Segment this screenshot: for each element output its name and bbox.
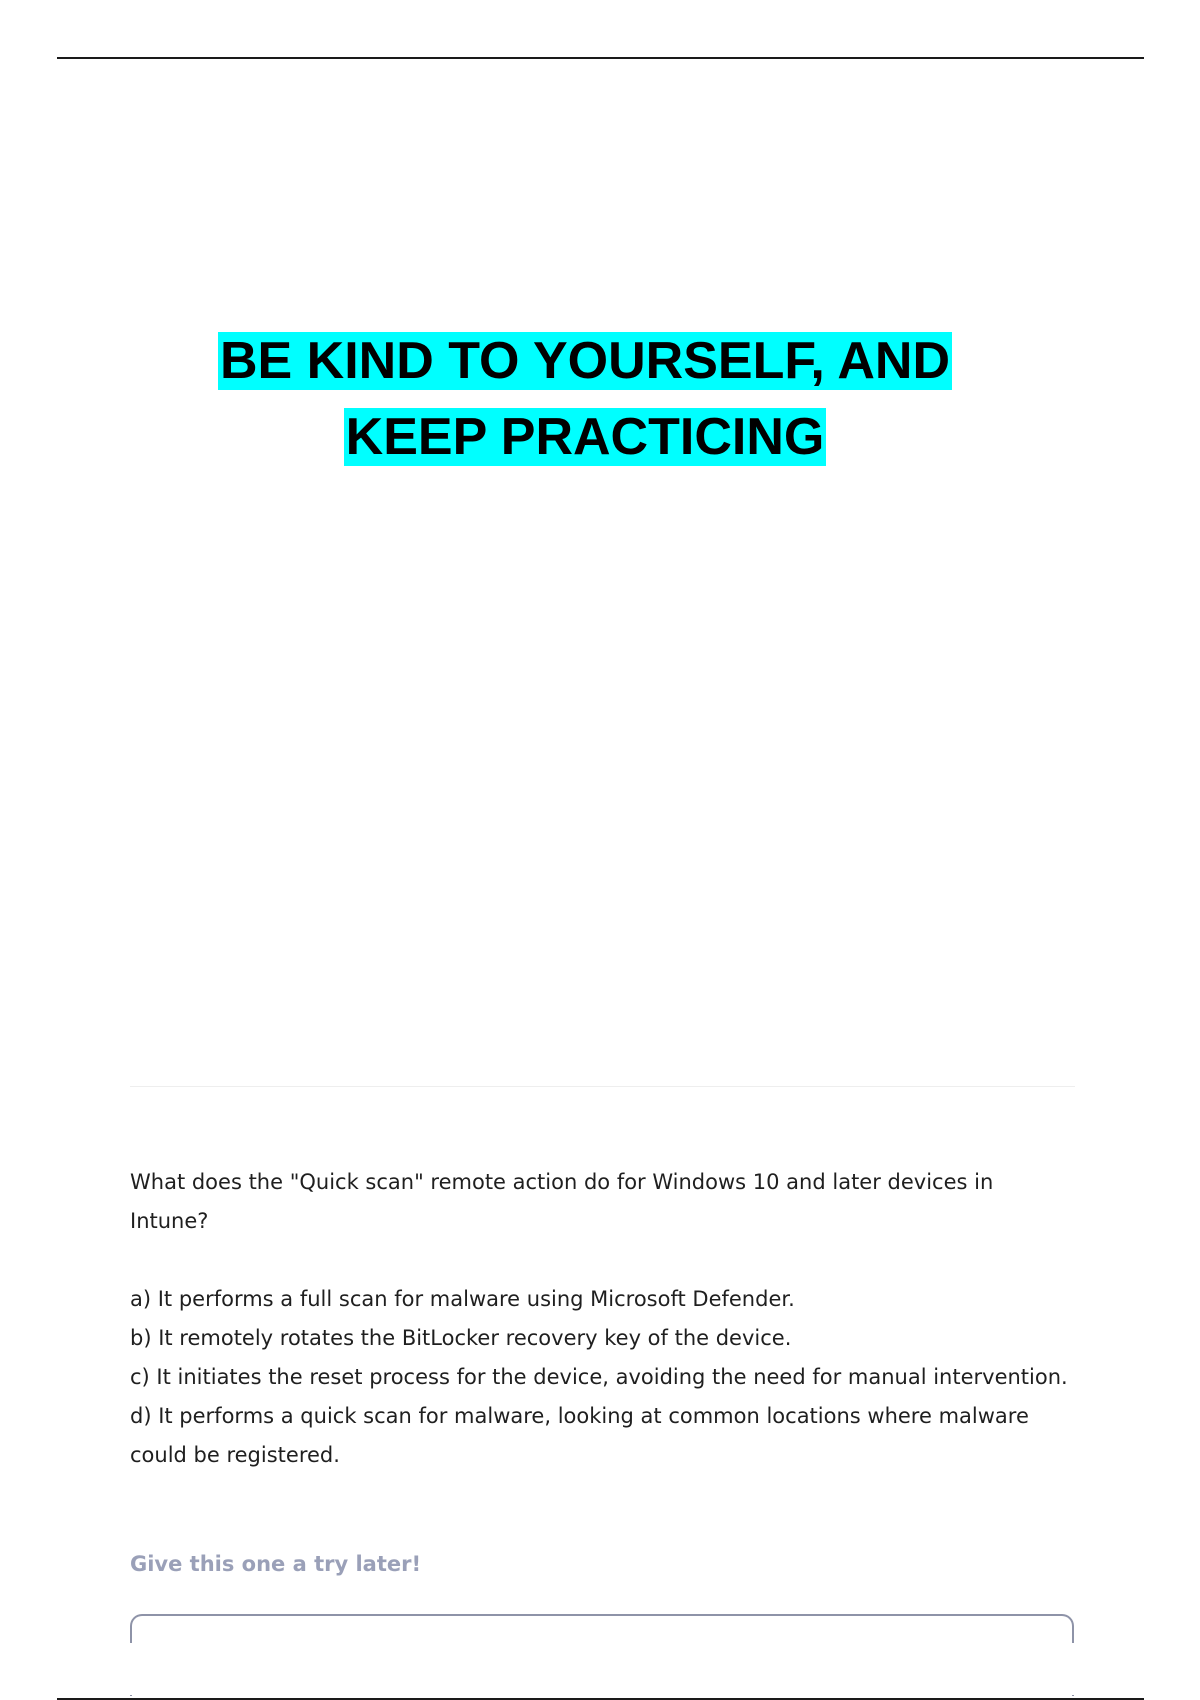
option-d: d) It performs a quick scan for malware, looking at common locations where malware could be registered. [130,1404,1029,1467]
banner-line-1: BE KIND TO YOURSELF, AND [219,332,950,390]
try-later-hint: Give this one a try later! [130,1552,422,1576]
option-a: a) It performs a full scan for malware using Microsoft Defender. [130,1287,795,1311]
header-rule [57,57,1144,59]
question-text: What does the "Quick scan" remote action do for Windows 10 and later devices in Intune? [130,1170,994,1233]
question-card [130,1163,1075,1475]
motivational-banner [0,323,1170,475]
banner-line-2: KEEP PRACTICING [345,408,825,466]
option-b: b) It remotely rotates the BitLocker recovery key of the device. [130,1326,792,1350]
option-c: c) It initiates the reset process for the device, avoiding the need for manual intervention. [130,1365,1068,1389]
section-divider [130,1086,1075,1087]
answer-box-clip [120,1643,1085,1695]
